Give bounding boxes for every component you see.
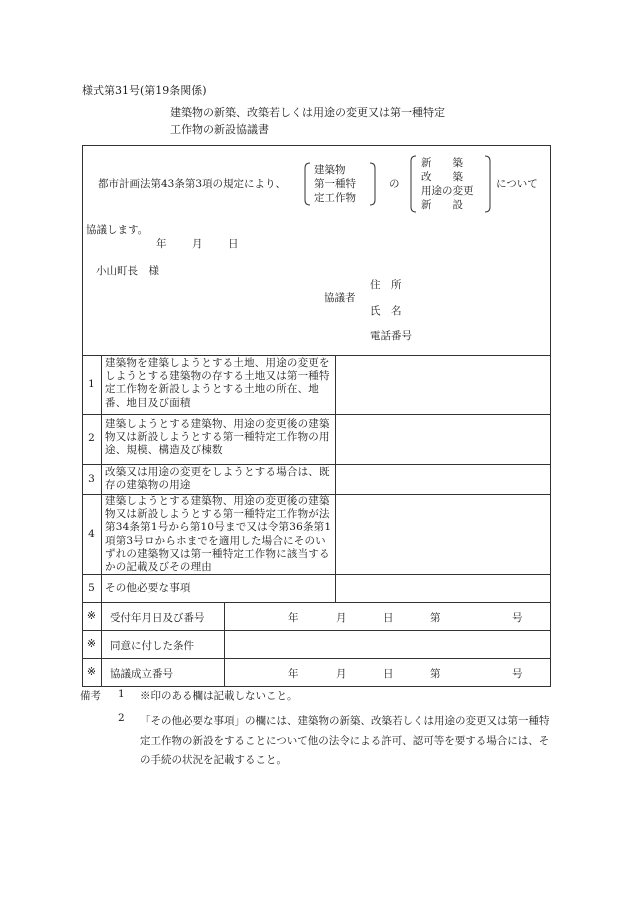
office-mark-received: ※ <box>86 609 97 622</box>
action-rebuild: 改 築 <box>421 171 463 183</box>
applicant-label: 協議者 <box>324 292 356 304</box>
rule-number-col <box>101 355 102 602</box>
intro-particle: の <box>389 178 400 190</box>
subject-first-class: 第一種特 <box>314 178 356 190</box>
bracket-right-1 <box>369 162 377 206</box>
action-new-build: 新 築 <box>421 157 463 169</box>
title-line-2: 工作物の新設協議書 <box>170 123 269 136</box>
item-4-text: 建築しようとする建築物、用途の変更後の建築物又は新設しようとする第一種特定工作物が法第34条第1号から第10号まで又は令第36条第1項第3号ロからホまでを適用した場合にそのいずれの建築物又は第一種特定工作物に該当するかの記載及びその理由 <box>105 495 332 574</box>
rule-mark-col <box>101 602 102 687</box>
date-day: 日 <box>228 238 239 250</box>
group-subject <box>314 163 356 205</box>
document-title <box>170 104 445 138</box>
form-number: 様式第31号(第19条関係) <box>82 84 207 97</box>
item-2-number: 2 <box>88 432 95 444</box>
intro-tail: について <box>496 178 538 190</box>
agreement-day: 日 <box>383 668 394 680</box>
rule-conditions <box>82 658 551 659</box>
title-line-1: 建築物の新築、改築若しくは用途の変更又は第一種特定 <box>170 106 445 119</box>
action-change-use: 用途の変更 <box>421 185 474 197</box>
note-2-number: 2 <box>118 712 125 724</box>
item-5-text: その他必要な事項 <box>105 582 191 594</box>
bracket-left-2 <box>409 155 417 213</box>
received-label: 受付年月日及び番号 <box>110 612 205 624</box>
applicant-address-label: 住 所 <box>370 279 402 291</box>
received-month: 月 <box>336 612 347 624</box>
item-3-number: 3 <box>88 473 95 485</box>
item-1-text: 建築物を建築しようとする土地、用途の変更をしようとする建築物の存する土地又は第一種特定工作物を新設しようとする土地の所在、地番、地目及び面積 <box>105 357 330 409</box>
form-table <box>82 145 551 687</box>
received-no-prefix: 第 <box>430 612 441 624</box>
rule-value-col <box>335 355 336 602</box>
agreement-no-suffix: 号 <box>512 668 523 680</box>
addressee: 小山町長 様 <box>96 265 159 277</box>
bracket-left-1 <box>303 162 311 206</box>
applicant-phone-label: 電話番号 <box>370 330 412 342</box>
date-month: 月 <box>192 238 203 250</box>
agreement-no-prefix: 第 <box>430 668 441 680</box>
received-year: 年 <box>288 612 299 624</box>
subject-structure: 定工作物 <box>314 192 356 204</box>
note-2-text: 「その他必要な事項」の欄には、建築物の新築、改築若しくは用途の変更又は第一種特定工作物の新設をすることについて他の法令による許可、認可等を要する場合には、その手続の状況を記載すること。 <box>140 715 550 766</box>
agreement-year: 年 <box>288 668 299 680</box>
item-1-number: 1 <box>88 378 95 390</box>
received-no-suffix: 号 <box>512 612 523 624</box>
intro-closing: 協議します。 <box>86 224 149 236</box>
bracket-right-2 <box>484 155 492 213</box>
action-new-install: 新 設 <box>421 199 463 211</box>
rule-item2 <box>82 464 551 465</box>
item-4-number: 4 <box>88 528 95 540</box>
item-5-number: 5 <box>88 582 95 594</box>
conditions-label: 同意に付した条件 <box>110 640 194 652</box>
note-1-text: ※印のある欄は記載しないこと。 <box>140 690 298 702</box>
rule-office-value-col <box>224 602 225 687</box>
received-day: 日 <box>383 612 394 624</box>
rule-received <box>82 630 551 631</box>
rule-item5 <box>82 602 551 603</box>
office-mark-agreement: ※ <box>86 665 97 678</box>
rule-item1 <box>82 414 551 415</box>
date-year: 年 <box>156 238 167 250</box>
rule-header-bottom <box>82 355 551 356</box>
applicant-name-label: 氏 名 <box>370 305 402 317</box>
note-1-number: 1 <box>118 688 125 700</box>
office-mark-conditions: ※ <box>86 637 97 650</box>
agreement-month: 月 <box>336 668 347 680</box>
item-3-text: 改築又は用途の変更をしようとする場合は、既存の建築物の用途 <box>105 466 330 492</box>
notes-heading: 備考 <box>80 690 101 702</box>
item-2-text: 建築しようとする建築物、用途の変更後の建築物又は新設しようとする第一種特定工作物の用途、規模、構造及び棟数 <box>105 418 330 457</box>
agreement-label: 協議成立番号 <box>110 668 173 680</box>
subject-building: 建築物 <box>314 164 346 176</box>
group-action <box>421 156 474 212</box>
intro-lead: 都市計画法第43条第3項の規定により、 <box>98 178 287 190</box>
